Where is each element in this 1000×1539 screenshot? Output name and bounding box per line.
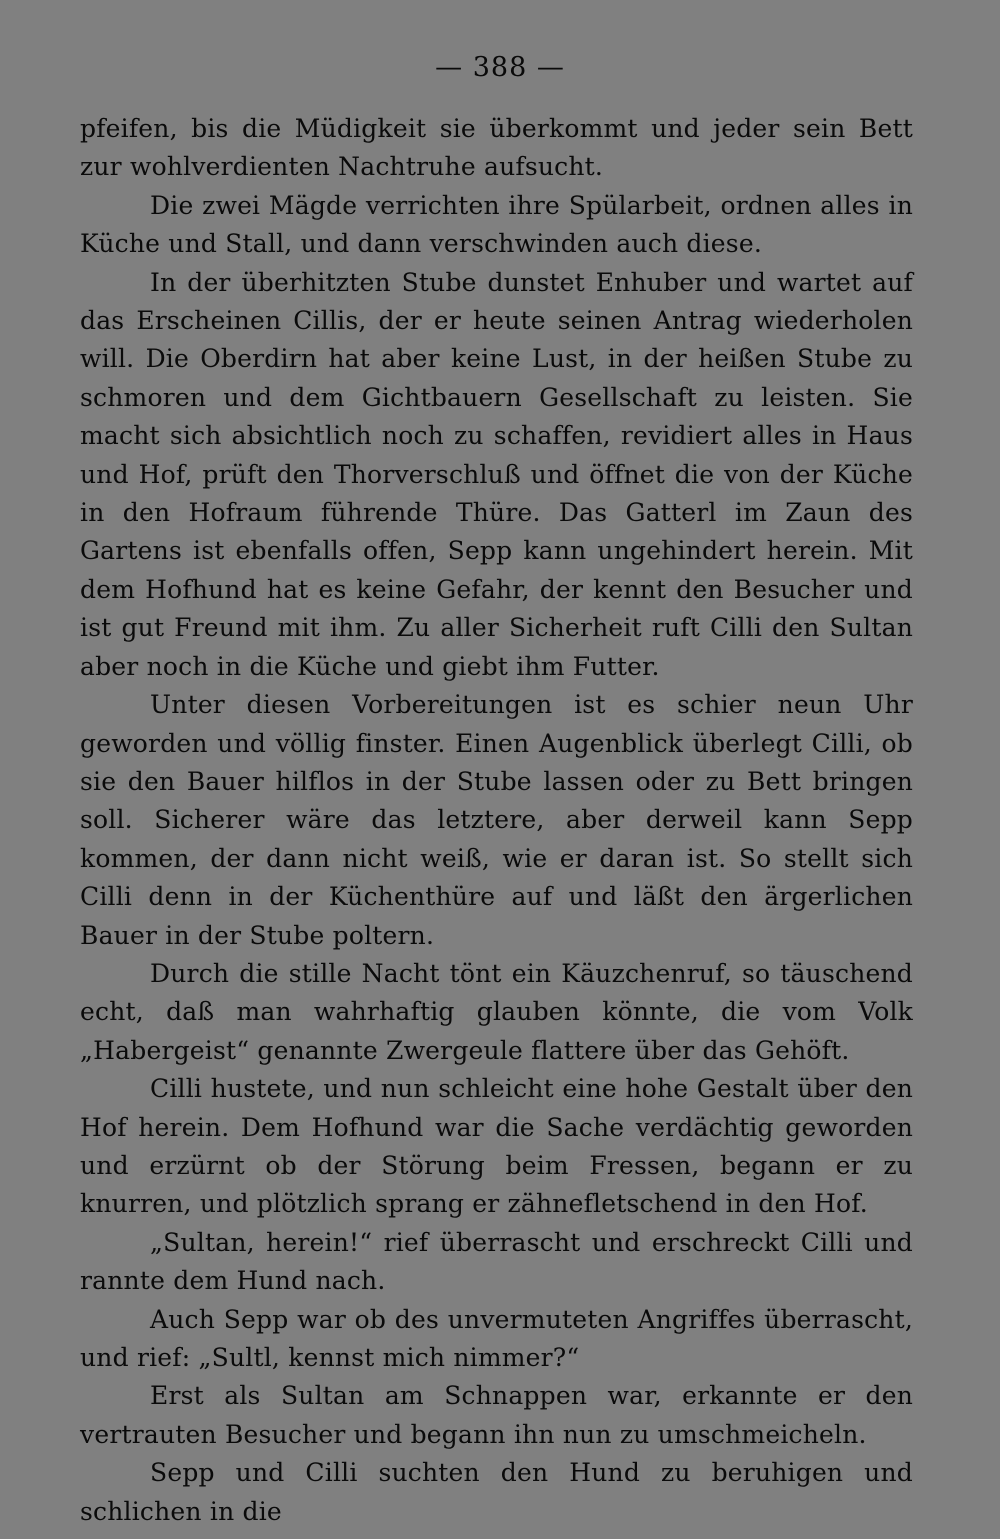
paragraph: Auch Sepp war ob des unvermuteten Angriffes überrascht, und rief: „Sultl, kennst mich nimmer?“	[80, 1304, 913, 1372]
paragraph: „Sultan, herein!“ rief überrascht und erschreckt Cilli und rannte dem Hund nach.	[80, 1227, 913, 1296]
paragraph: Unter diesen Vorbereitungen ist es schier neun Uhr geworden und völlig finster. Einen Augenblick überlegt Cilli, ob sie den Bauer hilflos in der Stube lassen oder zu Bett bringen soll. Sicherer wäre das letztere, aber derweil kann Sepp kommen, der dann nicht weiß, wie er daran ist. So stellt sich Cilli denn in der Küchenthüre auf und läßt den ärgerlichen Bauer in der Stube poltern.	[80, 690, 913, 950]
page-number: — 388 —	[435, 52, 565, 83]
paragraph: In der überhitzten Stube dunstet Enhuber und wartet auf das Erscheinen Cillis, der er heute seinen Antrag wiederholen will. Die Oberdirn hat aber keine Lust, in der heißen Stube zu schmoren und dem Gichtbauern Gesellschaft zu leisten. Sie macht sich absichtlich noch zu schaffen, revidiert alles in Haus und Hof, prüft den Thorverschluß und öffnet die von der Küche in den Hofraum führende Thüre. Das Gatterl im Zaun des Gartens ist ebenfalls offen, Sepp kann ungehindert herein. Mit dem Hofhund hat es keine Gefahr, der kennt den Besucher und ist gut Freund mit ihm. Zu aller Sicherheit ruft Cilli den Sultan aber noch in die Küche und giebt ihm Futter.	[80, 267, 913, 681]
paragraph: pfeifen, bis die Müdigkeit sie überkommt und jeder sein Bett zur wohlverdienten Nachtruhe aufsucht.	[80, 114, 913, 182]
body-text	[80, 110, 913, 1531]
paragraph: Durch die stille Nacht tönt ein Käuzchenruf, so täuschend echt, daß man wahrhaftig glauben könnte, die vom Volk „Habergeist“ genannte Zwergeule flattere über das Gehöft.	[80, 958, 913, 1065]
paragraph: Die zwei Mägde verrichten ihre Spülarbeit, ordnen alles in Küche und Stall, und dann verschwinden auch diese.	[80, 190, 913, 259]
paragraph: Sepp und Cilli suchten den Hund zu beruhigen und schlichen in die	[80, 1458, 913, 1526]
paragraph: Cilli hustete, und nun schleicht eine hohe Gestalt über den Hof herein. Dem Hofhund war die Sache verdächtig geworden und erzürnt ob der Störung beim Fressen, begann er zu knurren, und plötzlich sprang er zähnefletschend in den Hof.	[80, 1074, 913, 1219]
paragraph: Erst als Sultan am Schnappen war, erkannte er den vertrauten Besucher und begann ihn nun zu umschmeicheln.	[80, 1381, 913, 1449]
